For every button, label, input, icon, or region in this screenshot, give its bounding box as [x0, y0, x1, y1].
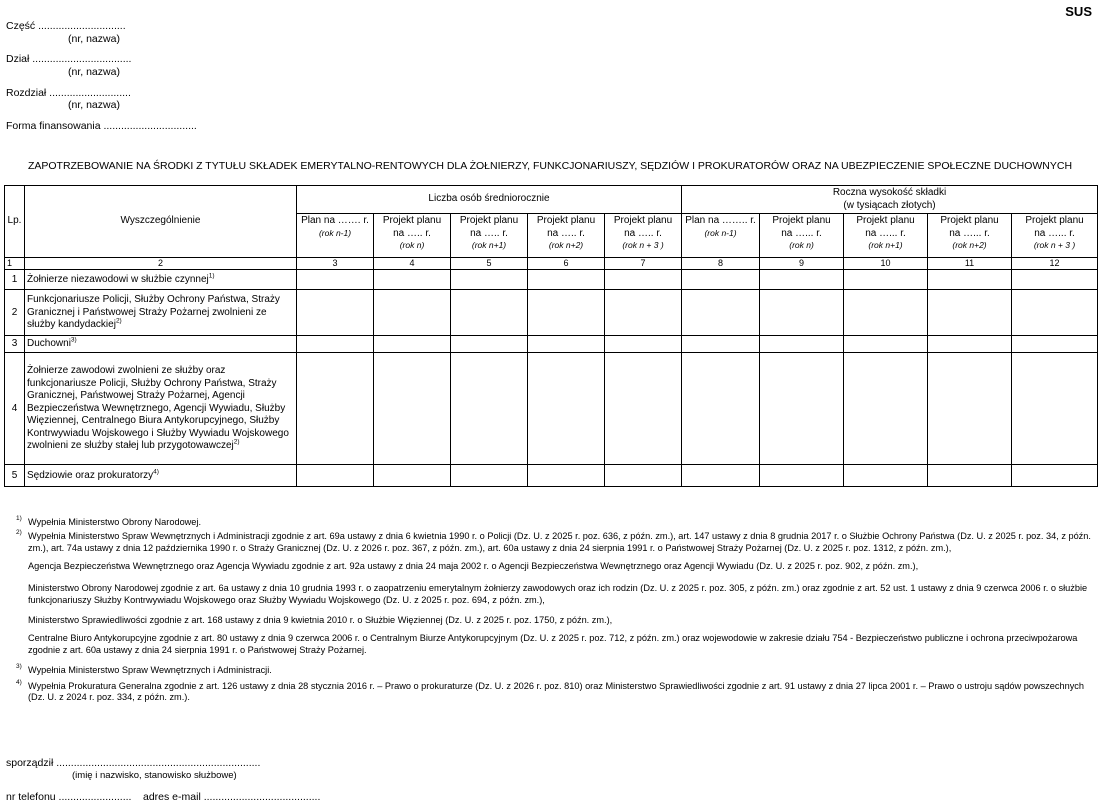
data-cell-col-7[interactable] — [605, 465, 682, 487]
footnote-marker: 3) — [16, 662, 22, 670]
row-lp: 3 — [5, 336, 25, 353]
czesc-field[interactable]: Część .............................. — [6, 20, 126, 32]
data-cell-col-4[interactable] — [374, 353, 451, 465]
data-cell-col-8[interactable] — [682, 270, 760, 290]
row-lp: 4 — [5, 353, 25, 465]
sub-header-year: (rok n+1) — [471, 240, 507, 250]
footnote — [6, 633, 1096, 657]
data-cell-col-10[interactable] — [844, 353, 928, 465]
data-cell-col-5[interactable] — [451, 336, 528, 353]
footnote — [6, 583, 1096, 607]
sub-header-line1: Projekt planu — [940, 215, 999, 226]
row-description-text: Żołnierze zawodowi zwolnieni ze służby oraz funkcjonariusze Policji, Służby Ochrony Państwa, Straży Granicznej, Państwowej Straży Pożarnej, Agencji Bezpieczeństwa Wewnętrznego, Agencji Wywiadu, Służby Więziennej, Centralnego Biura Antykorupcyjnego, Służby Kontrwywiadu Wojskowego i Służby Wywiadu Wojskowego zwolnieni ze służby stałej lub przygotowawczej — [27, 365, 289, 451]
row-lp: 5 — [5, 465, 25, 487]
footnote-ref: 1) — [208, 272, 215, 280]
sub-header-line2: na ….. r. — [470, 227, 508, 239]
data-cell-col-6[interactable] — [528, 336, 605, 353]
sub-header-col-6 — [528, 214, 605, 258]
sub-header-year: (rok n + 3 ) — [622, 240, 664, 250]
data-cell-col-3[interactable] — [297, 270, 374, 290]
data-cell-col-3[interactable] — [297, 353, 374, 465]
footnote-text: Wypełnia Prokuratura Generalna zgodnie z art. 126 ustawy z dnia 28 stycznia 2016 r. – Prawo o prokuraturze (Dz. U. z 2026 r. poz. 810) oraz Ministerstwo Sprawiedliwości zgodnie z art. 91 ustawy z dnia 27 lipca 2001 r. – Prawo o ustroju sądów powszechnych (Dz. U. z 2024 r. poz. 334, z późn. zm.). — [28, 680, 1084, 703]
footnote — [6, 561, 1096, 573]
data-cell-col-11[interactable] — [928, 270, 1012, 290]
data-cell-col-7[interactable] — [605, 270, 682, 290]
form-title: ZAPOTRZEBOWANIE NA ŚRODKI Z TYTUŁU SKŁADEK EMERYTALNO-RENTOWYCH DLA ŻOŁNIERZY, FUNKCJONARIUSZY, SĘDZIÓW I PROKURATORÓW ORAZ NA UBEZPIECZENIE SPOŁECZNE DUCHOWNYCH — [27, 160, 1073, 172]
footnote-ref: 2) — [115, 317, 122, 325]
rozdzial-sub-label: (nr, nazwa) — [68, 99, 120, 111]
table-row — [5, 336, 1098, 353]
sub-header-line1: Projekt planu — [536, 215, 596, 226]
sub-header-line2: na ….. r. — [624, 227, 662, 239]
footnote — [6, 517, 1096, 529]
column-number: 12 — [1012, 258, 1098, 270]
data-cell-col-8[interactable] — [682, 336, 760, 353]
row-description — [25, 336, 297, 353]
footnote-marker: 1) — [16, 515, 22, 522]
footnotes — [6, 517, 1096, 706]
footnote-marker: 4) — [16, 678, 22, 686]
sub-header-year: (rok n+1) — [868, 240, 903, 250]
sporzadzil-sub-label: (imię i nazwisko, stanowisko służbowe) — [72, 770, 237, 781]
sub-header-line1: Projekt planu — [772, 215, 831, 226]
data-cell-col-7[interactable] — [605, 353, 682, 465]
data-cell-col-9[interactable] — [760, 270, 844, 290]
row-description-text: Żołnierze niezawodowi w służbie czynnej — [27, 273, 209, 285]
data-cell-col-10[interactable] — [844, 290, 928, 336]
sub-header-line1: Projekt planu — [459, 215, 519, 226]
data-cell-col-4[interactable] — [374, 465, 451, 487]
column-number: 4 — [374, 258, 451, 270]
dzial-sub-label: (nr, nazwa) — [68, 66, 120, 78]
row-description — [25, 353, 297, 465]
data-cell-col-10[interactable] — [844, 336, 928, 353]
row-description — [25, 290, 297, 336]
data-cell-col-5[interactable] — [451, 353, 528, 465]
sub-header-col-4 — [374, 214, 451, 258]
row-description-text: Funkcjonariusze Policji, Służby Ochrony Państwa, Straży Granicznej i Państwowej Straży Pożarnej zwolnieni ze służby kandydackiej — [27, 294, 280, 330]
footnote-text: Ministerstwo Sprawiedliwości zgodnie z art. 168 ustawy z dnia 9 kwietnia 2010 r. o Służbie Więziennej (Dz. U. z 2025 r. poz. 1750, z późn. zm.), — [28, 614, 613, 625]
lp-header: Lp. — [5, 186, 25, 258]
column-number: 11 — [928, 258, 1012, 270]
row-description-text: Duchowni — [27, 338, 71, 349]
sub-header-line2: na ….. r. — [547, 227, 585, 239]
sub-header-year: (rok n) — [399, 240, 425, 250]
footnote — [6, 662, 1096, 677]
footnote — [6, 528, 1096, 555]
column-number: 5 — [451, 258, 528, 270]
data-cell-col-3[interactable] — [297, 290, 374, 336]
data-cell-col-6[interactable] — [528, 290, 605, 336]
sub-header-year: (rok n + 3 ) — [1033, 240, 1076, 250]
sub-header-col-9 — [760, 214, 844, 258]
sub-header-line1: Projekt planu — [856, 215, 915, 226]
data-cell-col-10[interactable] — [844, 465, 928, 487]
data-cell-col-9[interactable] — [760, 336, 844, 353]
sub-header-col-8 — [682, 214, 760, 258]
data-cell-col-12[interactable] — [1012, 270, 1098, 290]
data-cell-col-7[interactable] — [605, 336, 682, 353]
data-cell-col-5[interactable] — [451, 465, 528, 487]
sub-header-col-3 — [297, 214, 374, 258]
data-cell-col-3[interactable] — [297, 465, 374, 487]
column-number: 10 — [844, 258, 928, 270]
column-number: 7 — [605, 258, 682, 270]
rozdzial-field[interactable]: Rozdział ............................ — [6, 87, 131, 99]
forma-finansowania-field[interactable]: Forma finansowania ................................ — [6, 120, 197, 132]
data-cell-col-4[interactable] — [374, 270, 451, 290]
wyszczegolnienie-header: Wyszczególnienie — [25, 186, 297, 258]
data-cell-col-6[interactable] — [528, 270, 605, 290]
table-row — [5, 465, 1098, 487]
column-number: 1 — [5, 258, 25, 270]
column-number: 9 — [760, 258, 844, 270]
data-cell-col-9[interactable] — [760, 465, 844, 487]
sub-header-col-7 — [605, 214, 682, 258]
data-cell-col-10[interactable] — [844, 270, 928, 290]
data-cell-col-5[interactable] — [451, 290, 528, 336]
footnote — [6, 678, 1096, 705]
data-cell-col-11[interactable] — [928, 336, 1012, 353]
czesc-sub-label: (nr, nazwa) — [68, 33, 120, 45]
data-cell-col-12[interactable] — [1012, 290, 1098, 336]
group2-line1: Roczna wysokość składki — [832, 187, 947, 198]
column-number: 8 — [682, 258, 760, 270]
column-number: 2 — [25, 258, 297, 270]
footnote-ref: 4) — [153, 468, 159, 476]
table-row — [5, 290, 1098, 336]
sub-header-year: (rok n-1) — [318, 227, 352, 238]
data-cell-col-11[interactable] — [928, 465, 1012, 487]
row-lp: 2 — [5, 290, 25, 336]
data-cell-col-11[interactable] — [928, 290, 1012, 336]
data-cell-col-4[interactable] — [374, 290, 451, 336]
row-description-text: Sędziowie oraz prokuratorzy — [27, 469, 154, 481]
footnote-text: Centralne Biuro Antykorupcyjne zgodnie z art. 80 ustawy z dnia 9 czerwca 2006 r. o Centralnym Biurze Antykorupcyjnym (Dz. U. z 2025 r. poz. 712, z późn. zm.) oraz wojewodowie w zakresie działu 754 - Bezpieczeństwo publiczne i ochrona przeciwpożarowa zgodnie z art. 60a ustawy z dnia 24 sierpnia 1991 r. o Państwowej Straży Pożarnej. — [28, 632, 1078, 655]
data-cell-col-12[interactable] — [1012, 353, 1098, 465]
group-header-roczna-wysokosc — [682, 186, 1098, 214]
sub-header-line2: na …... r. — [865, 227, 906, 239]
data-cell-col-12[interactable] — [1012, 465, 1098, 487]
data-cell-col-12[interactable] — [1012, 336, 1098, 353]
email-field[interactable]: adres e-mail ........................................ — [143, 791, 321, 803]
data-cell-col-6[interactable] — [528, 353, 605, 465]
data-cell-col-11[interactable] — [928, 353, 1012, 465]
data-cell-col-9[interactable] — [760, 353, 844, 465]
footnote-text: Wypełnia Ministerstwo Spraw Wewnętrznych i Administracji. — [28, 664, 272, 675]
data-cell-col-5[interactable] — [451, 270, 528, 290]
main-table — [4, 185, 1098, 487]
sub-header-line1: Plan na …….. r. — [685, 215, 756, 226]
row-description — [25, 270, 297, 290]
data-cell-col-4[interactable] — [374, 336, 451, 353]
sub-header-line1: Plan na ……. r. — [301, 215, 369, 226]
table-row — [5, 270, 1098, 290]
column-number: 3 — [297, 258, 374, 270]
sub-header-col-10 — [844, 214, 928, 258]
footnote-text: Ministerstwo Obrony Narodowej zgodnie z art. 6a ustawy z dnia 10 grudnia 1993 r. o zaopatrzeniu emerytalnym żołnierzy zawodowych oraz ich rodzin (Dz. U. z 2025 r. poz. 305, z późn. zm.) oraz zgodnie z art. 52 ust. 1 ustawy z dnia 9 czerwca 2006 r. o służbie funkcjonariuszy Służby Kontrwywiadu Wojskowego oraz Służby Wywiadu Wojskowego (Dz. U. z 2025 r. poz. 694, z późn. zm.), — [28, 582, 1088, 605]
sub-header-line2: na ….. r. — [393, 227, 431, 239]
data-cell-col-3[interactable] — [297, 336, 374, 353]
column-number: 6 — [528, 258, 605, 270]
data-cell-col-6[interactable] — [528, 465, 605, 487]
sub-header-col-11 — [928, 214, 1012, 258]
sub-header-line2: na …... r. — [781, 227, 822, 239]
row-lp: 1 — [5, 270, 25, 290]
sub-header-line1: Projekt planu — [613, 215, 673, 226]
row-description — [25, 465, 297, 487]
dzial-field[interactable]: Dział .................................. — [6, 53, 132, 65]
sub-header-year: (rok n+2) — [952, 240, 987, 250]
footnote-marker: 2) — [16, 528, 22, 536]
footnote-text: Agencja Bezpieczeństwa Wewnętrznego oraz Agencja Wywiadu zgodnie z art. 92a ustawy z dnia 24 maja 2002 r. o Agencji Bezpieczeństwa Wewnętrznego oraz Agencji Wywiadu (Dz. U. z 2025 r. poz. 902, z późn. zm.), — [28, 560, 919, 571]
telefon-field[interactable]: nr telefonu ......................... — [6, 791, 132, 803]
data-cell-col-7[interactable] — [605, 290, 682, 336]
footnote-text: Wypełnia Ministerstwo Spraw Wewnętrznych i Administracji zgodnie z art. 69a ustawy z dnia 6 kwietnia 1990 r. o Policji (Dz. U. z 2025 r. poz. 636, z późn. zm.), art. 147 ustawy z dnia 8 grudnia 2017 r. o Służbie Ochrony Państwa (Dz. U. z 2025 r. poz. 34, z późn. zm.), art. 74a ustawy z dnia 12 października 1990 r. o Straży Granicznej (Dz. U. z 2026 r. poz. 367, z późn. zm.), art. 60a ustawy z dnia 24 sierpnia 1991 r. o Państwowej Straży Pożarnej (Dz. U. z 2025 r. poz. 1312, z późn. zm.), — [28, 530, 1091, 553]
form-code: SUS — [1065, 4, 1092, 19]
data-cell-col-9[interactable] — [760, 290, 844, 336]
sub-header-line1: Projekt planu — [1025, 215, 1084, 226]
sub-header-year: (rok n) — [789, 240, 814, 250]
sub-header-col-5 — [451, 214, 528, 258]
data-cell-col-8[interactable] — [682, 353, 760, 465]
group-header-liczba-osob: Liczba osób średniorocznie — [297, 186, 682, 214]
group2-line2: (w tysiącach złotych) — [843, 199, 936, 211]
sub-header-line2: na …... r. — [949, 227, 990, 239]
footnote-ref: 3) — [70, 336, 77, 344]
sub-header-year: (rok n-1) — [704, 227, 737, 238]
data-cell-col-8[interactable] — [682, 290, 760, 336]
sub-header-line2: na …... r. — [1034, 227, 1075, 239]
footnote-ref: 2) — [233, 438, 240, 446]
sporzadzil-field[interactable]: sporządził ...................................................................... — [6, 757, 261, 769]
data-cell-col-8[interactable] — [682, 465, 760, 487]
sub-header-year: (rok n+2) — [548, 240, 584, 250]
sub-header-col-12 — [1012, 214, 1098, 258]
table-row — [5, 353, 1098, 465]
sub-header-line1: Projekt planu — [382, 215, 442, 226]
footnote-text: Wypełnia Ministerstwo Obrony Narodowej. — [28, 517, 202, 527]
footnote — [6, 615, 1096, 627]
